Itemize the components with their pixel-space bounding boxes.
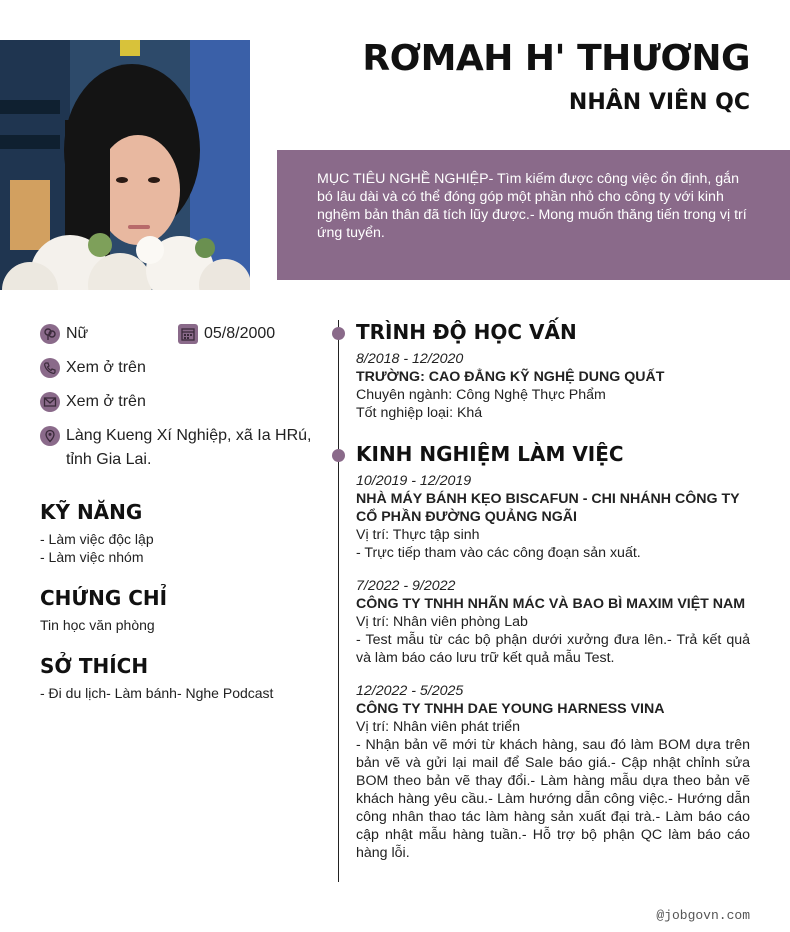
gender-icon <box>40 324 60 344</box>
hobbies-title: SỞ THÍCH <box>40 654 149 678</box>
calendar-icon <box>178 324 198 344</box>
address-value: Làng Kueng Xí Nghiệp, xã Ia HRú, tỉnh Gia Lai. <box>66 427 312 468</box>
hobby-item: - Đi du lịch- Làm bánh- Nghe Podcast <box>40 685 274 701</box>
skills-section <box>40 500 310 566</box>
entry-date: 12/2022 - 5/2025 <box>356 683 464 699</box>
entry-date: 8/2018 - 12/2020 <box>356 351 464 367</box>
profile-photo <box>0 40 250 290</box>
certificate-item: Tin học văn phòng <box>40 617 155 633</box>
entry-org: CÔNG TY TNHH NHÃN MÁC VÀ BAO BÌ MAXIM VIỆT NAM <box>356 596 746 612</box>
certificates-section <box>40 586 310 634</box>
gender-value: Nữ <box>66 325 89 342</box>
phone-value: Xem ở trên <box>66 359 146 376</box>
experience-dot <box>332 449 345 462</box>
experience-entry <box>356 472 750 562</box>
dob-row <box>178 324 275 346</box>
gender-row <box>40 324 88 346</box>
entry-description: - Test mẫu từ các bộ phận dưới xưởng đưa lên.- Trả kết quả và làm báo cáo lưu trữ kết quả mẫu Test. <box>356 632 750 666</box>
dob-value: 05/8/2000 <box>204 325 276 342</box>
education-dot <box>332 327 345 340</box>
candidate-name: RƠMAH H' THƯƠNG <box>362 38 750 79</box>
education-title: TRÌNH ĐỘ HỌC VẤN <box>356 320 577 344</box>
entry-description: - Trực tiếp tham vào các công đoạn sản xuất. <box>356 545 641 561</box>
phone-icon <box>40 358 60 378</box>
skills-title: KỸ NĂNG <box>40 500 143 524</box>
entry-description: - Nhận bản vẽ mới từ khách hàng, sau đó làm BOM dựa trên bản vẽ và gửi lại mail để Sale báo giá.- Cập nhật chỉnh sửa BOM theo bản vẽ thay đổi.- Làm hàng mẫu dựa theo bản vẽ khách hàng yêu cầu.- Làm hướng dẫn công việc.- Hướng dẫn công nhân thao tác làm hàng sản xuất đại trà.- Làm báo cáo cập nhật mẫu hàng tuần.- Hỗ trợ bộ phận QC làm báo cáo hàng lỗi. <box>356 737 750 861</box>
job-title: NHÂN VIÊN QC <box>568 90 750 115</box>
location-icon <box>40 426 60 446</box>
entry-org: NHÀ MÁY BÁNH KẸO BISCAFUN - CHI NHÁNH CÔNG TY CỔ PHẦN ĐƯỜNG QUẢNG NGÃI <box>356 491 740 525</box>
experience-title: KINH NGHIỆM LÀM VIỆC <box>356 442 624 466</box>
skill-item: - Làm việc độc lập <box>40 531 154 547</box>
experience-entry <box>356 577 750 667</box>
email-icon <box>40 392 60 412</box>
hobbies-section <box>40 654 310 702</box>
entry-position: Vị trí: Nhân viên phòng Lab <box>356 614 528 630</box>
phone-row <box>40 358 146 380</box>
address-row <box>40 426 330 472</box>
entry-org: TRƯỜNG: CAO ĐẲNG KỸ NGHỆ DUNG QUẤT <box>356 369 665 385</box>
entry-grade: Tốt nghiệp loại: Khá <box>356 405 483 421</box>
entry-org: CÔNG TY TNHH DAE YOUNG HARNESS VINA <box>356 701 665 717</box>
entry-position: Vị trí: Thực tập sinh <box>356 527 480 543</box>
entry-date: 7/2022 - 9/2022 <box>356 578 456 594</box>
career-objective: MỤC TIÊU NGHỀ NGHIỆP- Tìm kiếm được công việc ổn định, gắn bó lâu dài và có thể đóng góp một phần nhỏ cho công ty với kinh nghệm bản thân đã tích lũy được.- Mong muốn thăng tiến trong vị trí ứng tuyển. <box>277 150 790 280</box>
skill-item: - Làm việc nhóm <box>40 549 144 565</box>
education-entry <box>356 350 750 422</box>
certificates-title: CHỨNG CHỈ <box>40 586 168 610</box>
email-row <box>40 392 146 414</box>
experience-entry <box>356 682 750 862</box>
email-value: Xem ở trên <box>66 393 146 410</box>
entry-date: 10/2019 - 12/2019 <box>356 473 472 489</box>
timeline-line <box>338 320 339 882</box>
entry-major: Chuyên ngành: Công Nghệ Thực Phẩm <box>356 387 606 403</box>
entry-position: Vị trí: Nhân viên phát triển <box>356 719 521 735</box>
footer-watermark: @jobgovn.com <box>656 908 750 923</box>
